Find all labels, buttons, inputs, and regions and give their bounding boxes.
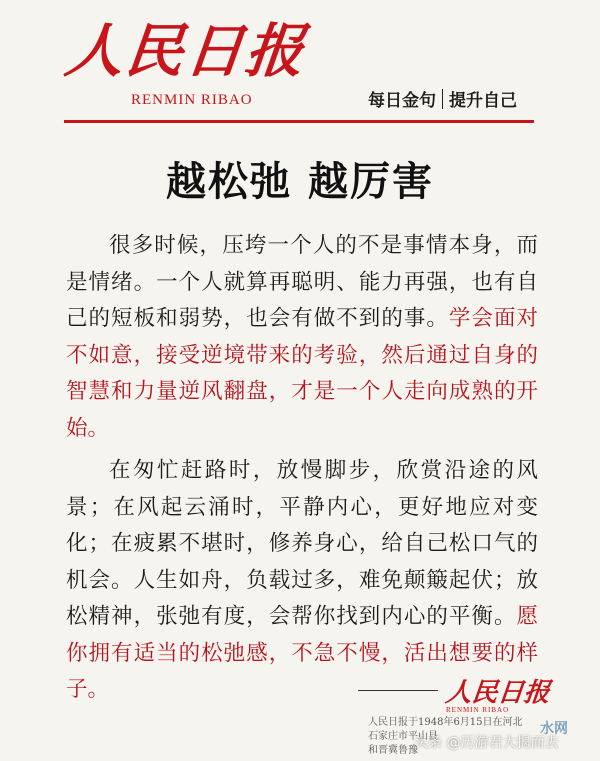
- watermark: [414, 732, 558, 752]
- newspaper-logo: 人民日报: [61, 17, 310, 85]
- paragraph-2-highlight: 愿你拥有适当的松弛感，不急不慢，活出想要的样子。: [66, 604, 538, 702]
- masthead-rule: [64, 120, 534, 123]
- paragraph-2: [66, 453, 538, 709]
- article-body: [66, 228, 538, 715]
- paragraph-2-text: 在匆忙赶路时，放慢脚步，欣赏沿途的风景；在风起云涌时，平静内心，更好地应对变化；在疲累不堪时，修养身心，给自己松口气的机会。人生如舟，负载过多，难免颠簸起伏；放松精神，张弛有度，会帮你找到内心的平衡。: [66, 458, 538, 629]
- slogan: [368, 86, 517, 111]
- paragraph-1-text: 很多时候，压垮一个人的不是事情本身，而是情绪。一个人就算再聪明、能力再强，也有自己的短板和弱势，也会有做不到的事。: [66, 233, 538, 331]
- slogan-left: 每日金句: [368, 91, 436, 111]
- signature-logo: 人民日报: [444, 678, 552, 708]
- signature-dash: [358, 690, 438, 691]
- fineprint-line-3: 和晋冀鲁豫: [368, 745, 418, 756]
- watermark-text: 头条 @历游君大揭而去: [414, 735, 559, 751]
- fineprint-line-2: 石家庄市平山县: [368, 731, 438, 742]
- slogan-divider: [442, 89, 443, 109]
- slogan-right: 提升自己: [449, 91, 517, 111]
- fineprint-line-1: 人民日报于1948年6月15日在河北: [368, 717, 523, 728]
- signature-logo-english: RENMIN RIBAO: [446, 706, 510, 714]
- paragraph-1-highlight: 学会面对不如意，接受逆境带来的考验，然后通过自身的智慧和力量逆风翻盘，才是一个人走向成熟的开始。: [66, 306, 538, 441]
- newspaper-logo-english: RENMIN RIBAO: [131, 92, 253, 108]
- signature: [358, 672, 550, 709]
- paragraph-1: [66, 228, 538, 447]
- watermark-badge: 水网: [540, 721, 568, 737]
- masthead: [0, 0, 600, 128]
- headline: 越松弛 越厉害: [166, 158, 434, 205]
